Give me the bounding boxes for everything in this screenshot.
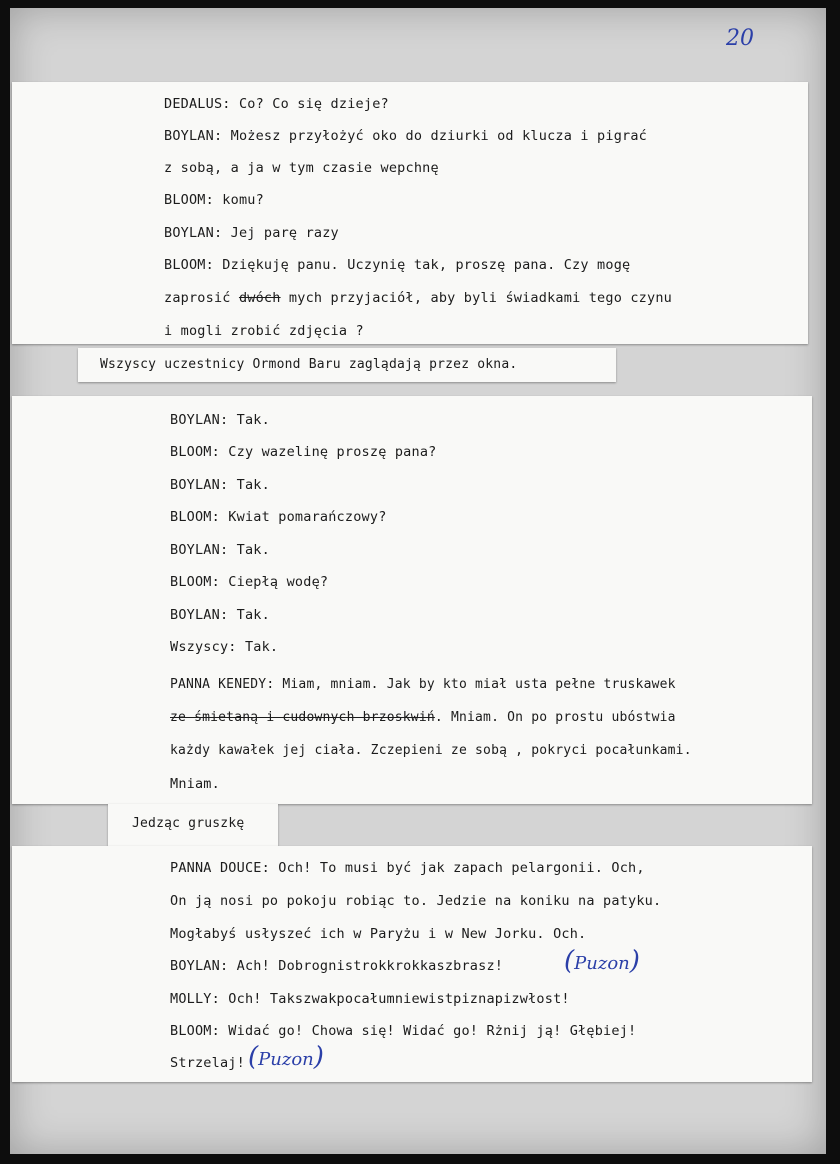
stage-direction-strip-1 — [78, 348, 616, 382]
script-line: BOYLAN: Tak. — [170, 412, 270, 428]
script-line: PANNA DOUCE: Och! To musi być jak zapach pelargonii. Och, — [170, 860, 645, 876]
script-line: DEDALUS: Co? Co się dzieje? — [164, 96, 389, 112]
script-line: BOYLAN: Tak. — [170, 542, 270, 558]
script-line: BLOOM: Dziękuję panu. Uczynię tak, proszę pana. Czy mogę — [164, 257, 631, 273]
typed-strip-3 — [12, 846, 812, 1082]
script-line: On ją nosi po pokoju robiąc to. Jedzie na koniku na patyku. — [170, 893, 662, 909]
script-line: BOYLAN: Możesz przyłożyć oko do dziurki od klucza i pigrać — [164, 128, 648, 144]
script-line: BLOOM: Widać go! Chowa się! Widać go! Rżnij ją! Głębiej! — [170, 1023, 637, 1039]
script-line: BLOOM: Ciepłą wodę? — [170, 574, 329, 590]
script-line: Mniam. — [170, 776, 220, 792]
script-line-with-strikethrough — [164, 290, 672, 306]
struck-text: dwóch — [238, 290, 281, 306]
script-line: Wszyscy: Tak. — [170, 639, 279, 655]
script-line: MOLLY: Och! Takszwakpocałumniewistpiznapizwłost! — [170, 991, 570, 1007]
script-line: z sobą, a ja w tym czasie wepchnę — [164, 160, 439, 176]
script-line: każdy kawałek jej ciała. Zczepieni ze sobą , pokryci pocałunkami. — [170, 743, 692, 758]
script-line: BOYLAN: Ach! Dobrognistrokkrokkaszbrasz! — [170, 958, 504, 974]
scanned-page — [10, 8, 826, 1154]
script-line: BOYLAN: Jej parę razy — [164, 225, 339, 241]
script-line: Strzelaj! — [170, 1055, 245, 1071]
typed-strip-1 — [12, 82, 808, 344]
typed-strip-2 — [12, 396, 812, 804]
script-line: BOYLAN: Tak. — [170, 477, 270, 493]
handwritten-note: (Puzon) — [564, 946, 640, 976]
script-line: PANNA KENEDY: Miam, mniam. Jak by kto miał usta pełne truskawek — [170, 677, 676, 692]
script-line-with-strikethrough — [170, 710, 676, 725]
script-line: BLOOM: komu? — [164, 192, 264, 208]
stage-direction: Jedząc gruszkę — [132, 816, 245, 831]
struck-text: ze śmietaną i cudownych brzoskwiń — [170, 710, 435, 725]
stage-direction-strip-2 — [108, 804, 278, 846]
line-text: zaprosić — [164, 290, 239, 306]
script-line: i mogli zrobić zdjęcia ? — [164, 323, 364, 339]
line-text: . Mniam. On po prostu ubóstwia — [434, 710, 676, 725]
script-line: Mogłabyś usłyszeć ich w Paryżu i w New Jorku. Och. — [170, 926, 587, 942]
line-text: mych przyjaciół, aby byli świadkami tego czynu — [280, 290, 672, 306]
handwritten-note: (Puzon) — [248, 1042, 324, 1072]
stage-direction: Wszyscy uczestnicy Ormond Baru zaglądają przez okna. — [100, 357, 518, 372]
script-line: BLOOM: Czy wazelinę proszę pana? — [170, 444, 437, 460]
script-line: BOYLAN: Tak. — [170, 607, 270, 623]
script-line: BLOOM: Kwiat pomarańczowy? — [170, 509, 387, 525]
page-number: 20 — [726, 26, 754, 51]
